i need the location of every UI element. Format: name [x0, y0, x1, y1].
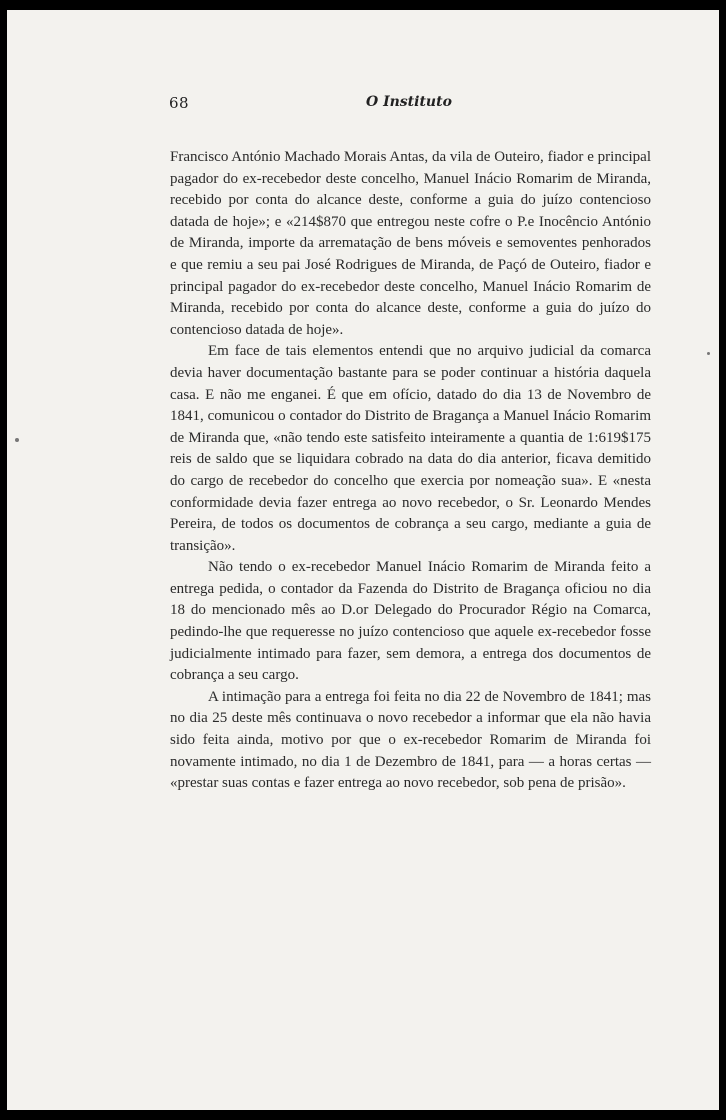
running-title: O Instituto	[366, 94, 452, 110]
paragraph-4: A intimação para a entrega foi feita no dia 22 de Novembro de 1841; mas no dia 25 deste mês continuava o novo recebedor a informar que ela não havia sido feita ainda, motivo por que o ex-recebedor Romarim de Miranda foi novamente intimado, no dia 1 de Dezembro de 1841, para — a horas certas — «prestar suas contas e fazer entrega ao novo recebedor, sob pena de prisão».	[170, 688, 651, 792]
book-page	[7, 10, 719, 1110]
scan-speck	[707, 352, 710, 355]
scan-speck	[15, 438, 19, 442]
body-text	[170, 147, 651, 795]
page-number: 68	[169, 94, 190, 112]
paragraph-3: Não tendo o ex-recebedor Manuel Inácio Romarim de Miranda feito a entrega pedida, o contador da Fazenda do Distrito de Bragança oficiou no dia 18 do mencionado mês ao D.or Delegado do Procurador Régio na Comarca, pedindo-lhe que requeresse no juízo contencioso que aquele ex-recebedor fosse judicialmente intimado para fazer, sem demora, a entrega dos documentos de cobrança a seu cargo.	[170, 559, 651, 684]
paragraph-2: Em face de tais elementos entendi que no arquivo judicial da comarca devia haver documentação bastante para se poder continuar a história daquela casa. E não me enganei. É que em ofício, datado do dia 13 de Novembro de 1841, comunicou o contador do Distrito de Bragança a Manuel Inácio Romarim de Miranda que, «não tendo este satisfeito inteiramente a quantia de 1:619$175 reis de saldo que se liquidara cobrado na data do dia anterior, ficava demitido do cargo de recebedor do concelho que exercia por nomeação sua». E «nesta conformidade devia fazer entrega ao novo recebedor, o Sr. Leonardo Mendes Pereira, de todos os documentos de cobrança a seu cargo, mediante a guia de transição».	[170, 343, 651, 554]
page-header	[7, 94, 719, 116]
paragraph-1: Francisco António Machado Morais Antas, da vila de Outeiro, fiador e principal pagador do ex-recebedor deste concelho, Manuel Inácio Romarim de Miranda, recebido por conta do alcance deste, conforme a guia do juízo contencioso datada de hoje»; e «214$870 que entregou neste cofre o P.e Inocêncio António de Miranda, importe da arrematação de bens móveis e semoventes penhorados e que remiu a seu pai José Rodrigues de Miranda, de Paçó de Outeiro, fiador e principal pagador do ex-recebedor deste concelho, Manuel Inácio Romarim de Miranda, recebido por conta do alcance deste, conforme a guia do juízo do contencioso datada de hoje».	[170, 149, 651, 338]
